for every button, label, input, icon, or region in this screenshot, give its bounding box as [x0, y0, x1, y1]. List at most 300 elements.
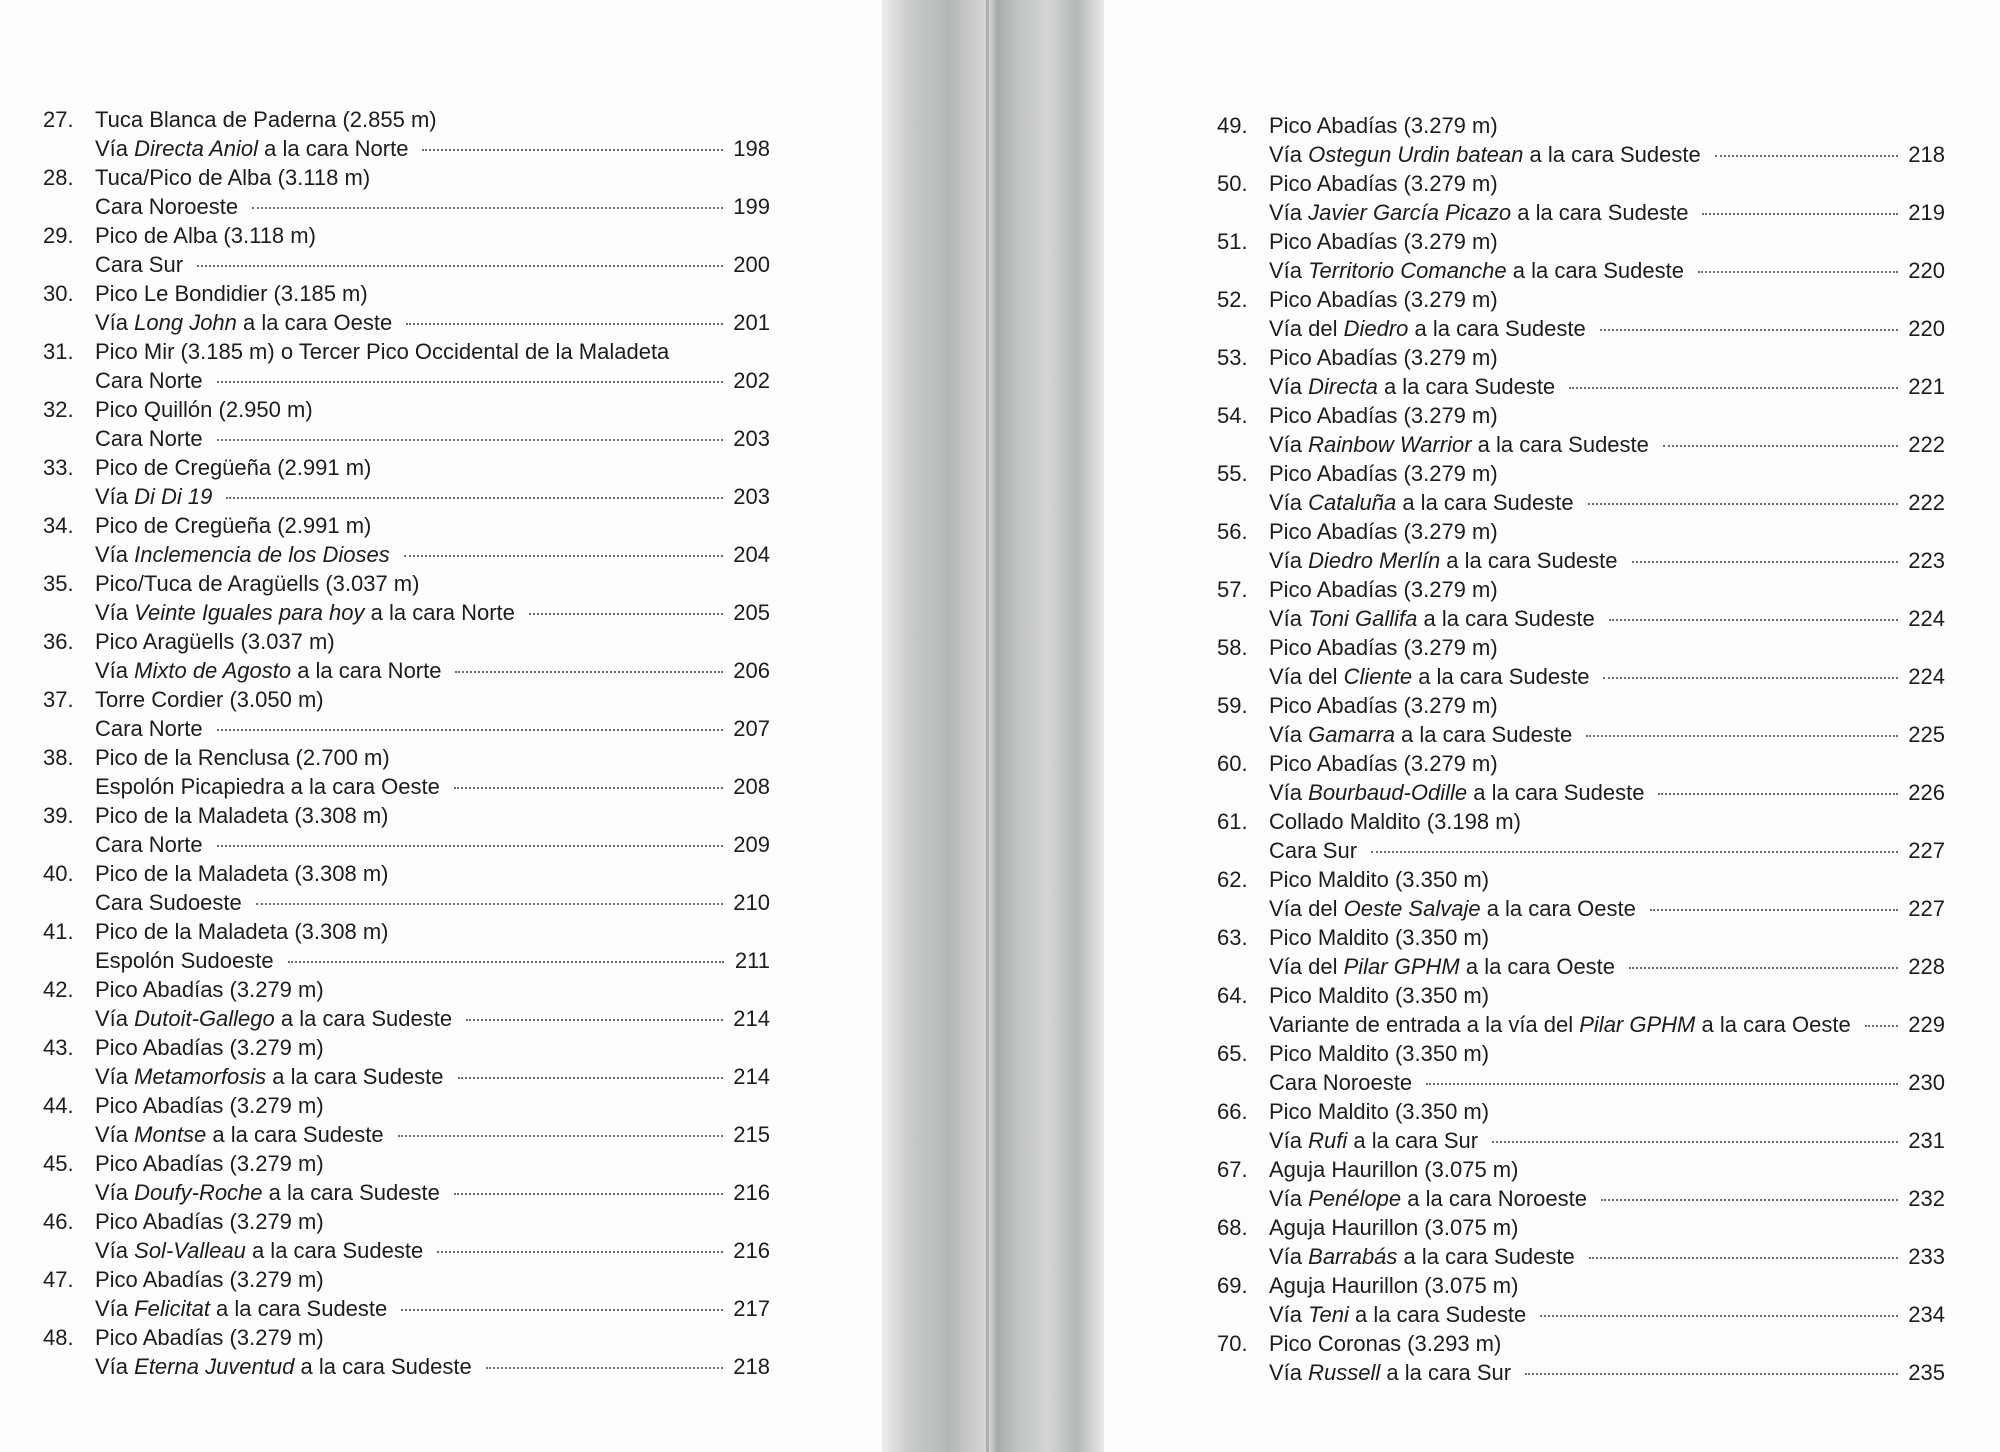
- route-name: Teni: [1308, 1302, 1349, 1327]
- entry-route: [95, 772, 440, 801]
- entry-number: 45.: [43, 1151, 74, 1176]
- entry-title: Pico Abadías (3.279 m): [95, 1267, 324, 1292]
- route-text: Vía: [95, 310, 135, 335]
- dot-leader: [1865, 1025, 1899, 1027]
- entry-route: [1269, 952, 1615, 981]
- dot-leader: [454, 1193, 723, 1195]
- page-number: 218: [733, 1354, 770, 1379]
- toc-entry-route-line: [1217, 1300, 1945, 1329]
- page-number: 209: [733, 832, 770, 857]
- route-name: Ostegun Urdin batean: [1308, 142, 1524, 167]
- page-number: 234: [1908, 1302, 1945, 1327]
- entry-route: [95, 540, 390, 569]
- toc-entry-title-line: [1217, 691, 1945, 720]
- entry-title: Pico Abadías (3.279 m): [1269, 113, 1498, 138]
- route-text: Vía: [1269, 258, 1309, 283]
- entry-route: [95, 1236, 423, 1265]
- dot-leader: [486, 1367, 724, 1369]
- toc-entry-route-line: [43, 1352, 770, 1381]
- page-number: 211: [734, 948, 770, 973]
- route-name: Doufy-Roche: [134, 1180, 263, 1205]
- entry-route: [95, 656, 441, 685]
- toc-entry: [43, 337, 770, 395]
- dot-leader: [1589, 1257, 1899, 1259]
- toc-entry-route-line: [1217, 198, 1945, 227]
- route-text: Vía: [1269, 1302, 1309, 1327]
- toc-entry-title-line: [43, 975, 770, 1004]
- entry-route: [1269, 662, 1589, 691]
- toc-entry-route-line: [1217, 140, 1945, 169]
- toc-entry-title-line: [43, 279, 770, 308]
- route-name: Oeste Salvaje: [1343, 896, 1481, 921]
- entry-title: Pico Maldito (3.350 m): [1269, 925, 1490, 950]
- toc-entry-title-line: [1217, 111, 1945, 140]
- toc-entry-route-line: [1217, 372, 1945, 401]
- entry-title: Pico Abadías (3.279 m): [1269, 461, 1498, 486]
- left-page: [0, 0, 882, 1452]
- page-number: 221: [1908, 374, 1945, 399]
- toc-entry-route-line: [43, 134, 770, 163]
- toc-entry-title-line: [1217, 459, 1945, 488]
- toc-entry-route-line: [1217, 778, 1945, 807]
- route-name: Mixto de Agosto: [134, 658, 292, 683]
- dot-leader: [217, 381, 724, 383]
- route-name: Rufi: [1308, 1128, 1348, 1153]
- dot-leader: [1715, 155, 1899, 157]
- entry-route: [1269, 1358, 1511, 1387]
- toc-entry-route-line: [43, 482, 770, 511]
- route-face: a la cara Sudeste: [266, 1064, 444, 1089]
- entry-number: 42.: [43, 977, 74, 1002]
- entry-title: Pico Aragüells (3.037 m): [95, 629, 335, 654]
- route-text: Vía: [1269, 606, 1309, 631]
- toc-entry: [43, 1149, 770, 1207]
- route-face: a la cara Sudeste: [1523, 142, 1701, 167]
- route-face: a la cara Sudeste: [1397, 1244, 1575, 1269]
- toc-entry: [43, 163, 770, 221]
- route-name: Veinte Iguales para hoy: [134, 600, 365, 625]
- entry-title: Pico de Cregüeña (2.991 m): [95, 455, 372, 480]
- entry-title: Pico de la Maladeta (3.308 m): [95, 803, 389, 828]
- toc-entry: [43, 395, 770, 453]
- toc-entry-title-line: [43, 743, 770, 772]
- entry-title: Pico Maldito (3.350 m): [1269, 983, 1490, 1008]
- toc-entry-route-line: [1217, 894, 1945, 923]
- dot-leader: [454, 787, 723, 789]
- route-text: Cara Noroeste: [95, 194, 239, 219]
- page-number: 226: [1908, 780, 1945, 805]
- entry-title: Aguja Haurillon (3.075 m): [1269, 1157, 1519, 1182]
- dot-leader: [437, 1251, 723, 1253]
- dot-leader: [1603, 677, 1898, 679]
- entry-title: Pico/Tuca de Aragüells (3.037 m): [95, 571, 420, 596]
- toc-entry: [43, 743, 770, 801]
- entry-route: [95, 1294, 387, 1323]
- toc-entry-route-line: [1217, 1068, 1945, 1097]
- dot-leader: [217, 729, 724, 731]
- entry-title: Pico Maldito (3.350 m): [1269, 867, 1490, 892]
- route-text: Vía del: [1269, 664, 1344, 689]
- toc-entry: [43, 975, 770, 1033]
- entry-route: [1269, 1242, 1575, 1271]
- page-number: 228: [1908, 954, 1945, 979]
- toc-entry-title-line: [43, 917, 770, 946]
- entry-number: 53.: [1217, 345, 1248, 370]
- entry-number: 57.: [1217, 577, 1248, 602]
- page-number: 231: [1908, 1128, 1945, 1153]
- toc-entry-route-line: [1217, 720, 1945, 749]
- dot-leader: [466, 1019, 723, 1021]
- route-name: Barrabás: [1308, 1244, 1398, 1269]
- route-face: a la cara Sur: [1347, 1128, 1479, 1153]
- entry-title: Pico de Cregüeña (2.991 m): [95, 513, 372, 538]
- page-number: 222: [1908, 490, 1945, 515]
- entry-title: Torre Cordier (3.050 m): [95, 687, 324, 712]
- route-face: a la cara Sudeste: [206, 1122, 384, 1147]
- entry-number: 28.: [43, 165, 74, 190]
- toc-entry-route-line: [43, 1120, 770, 1149]
- toc-entry: [1217, 807, 1945, 865]
- route-face: a la cara Oeste: [1480, 896, 1636, 921]
- entry-number: 68.: [1217, 1215, 1248, 1240]
- entry-title: Pico Abadías (3.279 m): [1269, 635, 1498, 660]
- toc-entry-route-line: [43, 366, 770, 395]
- route-text: Vía: [1269, 374, 1309, 399]
- dot-leader: [404, 555, 724, 557]
- route-name: Metamorfosis: [134, 1064, 267, 1089]
- route-text: Cara Noroeste: [1269, 1070, 1413, 1095]
- entry-number: 66.: [1217, 1099, 1248, 1124]
- entry-route: [95, 308, 392, 337]
- entry-title: Pico de la Maladeta (3.308 m): [95, 919, 389, 944]
- toc-entry-title-line: [43, 105, 770, 134]
- route-face: a la cara Sudeste: [1348, 1302, 1527, 1327]
- toc-entry: [43, 279, 770, 337]
- route-text: Vía: [1269, 490, 1309, 515]
- entry-number: 51.: [1217, 229, 1248, 254]
- toc-entry-title-line: [1217, 923, 1945, 952]
- toc-entry-route-line: [43, 1294, 770, 1323]
- entry-title: Pico Le Bondidier (3.185 m): [95, 281, 368, 306]
- toc-entry-title-line: [1217, 1097, 1945, 1126]
- route-name: Sol-Valleau: [134, 1238, 246, 1263]
- dot-leader: [1629, 967, 1898, 969]
- toc-entry: [1217, 633, 1945, 691]
- page-number: 201: [733, 310, 770, 335]
- toc-entry: [43, 917, 770, 975]
- route-text: Vía: [95, 542, 135, 567]
- route-face: a la cara Norte: [364, 600, 515, 625]
- route-face: a la cara Sudeste: [1511, 200, 1689, 225]
- toc-entry-title-line: [1217, 1155, 1945, 1184]
- entry-title: Pico de la Maladeta (3.308 m): [95, 861, 389, 886]
- entry-route: [1269, 430, 1649, 459]
- route-text: Variante de entrada a la vía del: [1269, 1012, 1580, 1037]
- entry-route: [95, 888, 242, 917]
- dot-leader: [455, 671, 723, 673]
- toc-entry: [1217, 401, 1945, 459]
- page-number: 210: [733, 890, 770, 915]
- route-text: Cara Norte: [95, 832, 203, 857]
- page-number: 206: [733, 658, 770, 683]
- toc-entry: [1217, 1097, 1945, 1155]
- route-text: Vía: [1269, 200, 1309, 225]
- route-face: a la cara Sudeste: [1377, 374, 1556, 399]
- entry-route: [1269, 720, 1572, 749]
- entry-route: [95, 598, 515, 627]
- toc-entry: [43, 859, 770, 917]
- route-name: Gamarra: [1308, 722, 1395, 747]
- toc-entry-route-line: [43, 308, 770, 337]
- route-face: a la cara Sudeste: [262, 1180, 440, 1205]
- route-text: Vía: [95, 1180, 135, 1205]
- entry-title: Pico Abadías (3.279 m): [1269, 287, 1498, 312]
- route-name: Di Di 19: [134, 484, 213, 509]
- route-name: Montse: [134, 1122, 207, 1147]
- entry-route: [1269, 894, 1636, 923]
- dot-leader: [398, 1135, 724, 1137]
- toc-entry-title-line: [43, 1265, 770, 1294]
- entry-number: 70.: [1217, 1331, 1248, 1356]
- toc-entry-title-line: [43, 337, 770, 366]
- entry-route: [95, 424, 203, 453]
- route-text: Vía: [95, 1354, 135, 1379]
- route-name: Bourbaud-Odille: [1308, 780, 1468, 805]
- page-number: 217: [733, 1296, 770, 1321]
- entry-number: 35.: [43, 571, 74, 596]
- page-number: 214: [733, 1006, 770, 1031]
- toc-entry: [1217, 749, 1945, 807]
- dot-leader: [256, 903, 724, 905]
- route-text: Vía del: [1269, 954, 1344, 979]
- entry-number: 38.: [43, 745, 74, 770]
- route-face: a la cara Oeste: [1695, 1012, 1851, 1037]
- toc-entry: [1217, 285, 1945, 343]
- entry-number: 54.: [1217, 403, 1248, 428]
- toc-entry-title-line: [1217, 1271, 1945, 1300]
- entry-title: Pico Abadías (3.279 m): [1269, 345, 1498, 370]
- dot-leader: [226, 497, 723, 499]
- entry-number: 37.: [43, 687, 74, 712]
- entry-route: [95, 1352, 472, 1381]
- route-name: Rainbow Warrior: [1308, 432, 1472, 457]
- toc-entry-route-line: [43, 656, 770, 685]
- dot-leader: [1371, 851, 1898, 853]
- toc-entry-route-line: [1217, 488, 1945, 517]
- route-text: Vía: [95, 484, 135, 509]
- dot-leader: [529, 613, 723, 615]
- entry-title: Pico Coronas (3.293 m): [1269, 1331, 1502, 1356]
- route-text: Vía: [95, 1238, 135, 1263]
- entry-route: [1269, 1184, 1587, 1213]
- toc-entry-title-line: [43, 1323, 770, 1352]
- dot-leader: [1601, 1199, 1898, 1201]
- route-name: Inclemencia de los Dioses: [134, 542, 390, 567]
- route-face: a la cara Sudeste: [294, 1354, 472, 1379]
- page-number: 227: [1908, 896, 1945, 921]
- route-face: a la cara Oeste: [1459, 954, 1616, 979]
- toc-entry: [1217, 111, 1945, 169]
- page-number: 205: [733, 600, 770, 625]
- route-text: Vía: [1269, 1128, 1309, 1153]
- page-number: 224: [1908, 606, 1945, 631]
- entry-number: 64.: [1217, 983, 1248, 1008]
- entry-title: Pico Mir (3.185 m) o Tercer Pico Occidental de la Maladeta: [95, 339, 670, 364]
- route-text: Espolón Sudoeste: [95, 948, 274, 973]
- toc-entry-route-line: [43, 772, 770, 801]
- route-face: a la cara Sudeste: [1471, 432, 1649, 457]
- route-text: Vía: [1269, 780, 1309, 805]
- page-number: 215: [733, 1122, 770, 1147]
- route-name: Directa: [1308, 374, 1378, 399]
- toc-entry-title-line: [43, 801, 770, 830]
- route-face: a la cara Sur: [1380, 1360, 1512, 1385]
- route-text: Vía: [1269, 432, 1309, 457]
- route-face: a la cara Noroeste: [1401, 1186, 1587, 1211]
- toc-entry-title-line: [43, 163, 770, 192]
- dot-leader: [422, 149, 723, 151]
- route-name: Felicitat: [134, 1296, 210, 1321]
- route-text: Vía: [95, 658, 135, 683]
- entry-number: 50.: [1217, 171, 1248, 196]
- route-face: a la cara Sudeste: [1396, 490, 1574, 515]
- route-name: Pilar GPHM: [1343, 954, 1460, 979]
- dot-leader: [1658, 793, 1898, 795]
- toc-entry: [43, 569, 770, 627]
- toc-entry-title-line: [1217, 865, 1945, 894]
- toc-entry-title-line: [1217, 1329, 1945, 1358]
- toc-entry: [1217, 1213, 1945, 1271]
- route-face: a la cara Norte: [291, 658, 442, 683]
- dot-leader: [1600, 329, 1899, 331]
- route-text: Cara Norte: [95, 368, 203, 393]
- page-number: 227: [1908, 838, 1945, 863]
- route-face: a la cara Sudeste: [1506, 258, 1684, 283]
- route-text: Cara Sur: [1269, 838, 1358, 863]
- route-name: Territorio Comanche: [1308, 258, 1507, 283]
- entry-route: [95, 250, 183, 279]
- entry-number: 48.: [43, 1325, 74, 1350]
- dot-leader: [217, 439, 724, 441]
- page-number: 214: [733, 1064, 770, 1089]
- toc-entry: [43, 1033, 770, 1091]
- route-face: a la cara Sudeste: [1467, 780, 1645, 805]
- entry-route: [1269, 546, 1618, 575]
- toc-entry: [43, 221, 770, 279]
- entry-number: 34.: [43, 513, 74, 538]
- entry-title: Pico Abadías (3.279 m): [95, 977, 324, 1002]
- entry-number: 29.: [43, 223, 74, 248]
- entry-title: Pico Abadías (3.279 m): [1269, 519, 1498, 544]
- entry-number: 60.: [1217, 751, 1248, 776]
- route-name: Russell: [1308, 1360, 1381, 1385]
- toc-entry: [1217, 981, 1945, 1039]
- toc-entry: [43, 453, 770, 511]
- entry-route: [1269, 198, 1688, 227]
- dot-leader: [1609, 619, 1899, 621]
- entry-number: 30.: [43, 281, 74, 306]
- dot-leader: [1702, 213, 1898, 215]
- toc-entry-title-line: [1217, 633, 1945, 662]
- toc-entry-route-line: [43, 888, 770, 917]
- route-face: a la cara Oeste: [236, 310, 393, 335]
- toc-entry-route-line: [1217, 836, 1945, 865]
- toc-entry-route-line: [43, 1004, 770, 1033]
- route-name: Penélope: [1308, 1186, 1402, 1211]
- dot-leader: [1663, 445, 1898, 447]
- dot-leader: [1540, 1315, 1898, 1317]
- toc-entry-title-line: [1217, 517, 1945, 546]
- entry-title: Tuca Blanca de Paderna (2.855 m): [95, 107, 437, 132]
- route-name: Directa Aniol: [134, 136, 259, 161]
- entry-title: Pico Abadías (3.279 m): [1269, 577, 1498, 602]
- page-number: 223: [1908, 548, 1945, 573]
- toc-entry: [43, 1323, 770, 1381]
- entry-route: [1269, 1126, 1478, 1155]
- page-number: 220: [1908, 258, 1945, 283]
- entry-number: 39.: [43, 803, 74, 828]
- toc-entry: [1217, 169, 1945, 227]
- route-name: Eterna Juventud: [134, 1354, 295, 1379]
- page-number: 220: [1908, 316, 1945, 341]
- page-number: 216: [733, 1238, 770, 1263]
- entry-number: 67.: [1217, 1157, 1248, 1182]
- toc-entry-route-line: [43, 424, 770, 453]
- route-face: a la cara Sudeste: [1412, 664, 1590, 689]
- toc-entry-route-line: [1217, 1126, 1945, 1155]
- toc-entry-title-line: [43, 685, 770, 714]
- toc-entry: [1217, 1039, 1945, 1097]
- toc-entry-title-line: [43, 627, 770, 656]
- route-name: Diedro Merlín: [1308, 548, 1441, 573]
- entry-title: Pico Abadías (3.279 m): [95, 1035, 324, 1060]
- entry-title: Pico Abadías (3.279 m): [1269, 403, 1498, 428]
- toc-entry-route-line: [43, 1236, 770, 1265]
- toc-entry-route-line: [43, 946, 770, 975]
- toc-entry-title-line: [43, 859, 770, 888]
- entry-number: 58.: [1217, 635, 1248, 660]
- route-text: Vía: [1269, 142, 1309, 167]
- toc-entry: [43, 627, 770, 685]
- entry-number: 40.: [43, 861, 74, 886]
- route-name: Javier García Picazo: [1308, 200, 1512, 225]
- page-number: 202: [733, 368, 770, 393]
- entry-number: 43.: [43, 1035, 74, 1060]
- dot-leader: [1650, 909, 1898, 911]
- route-text: Espolón Picapiedra a la cara Oeste: [95, 774, 440, 799]
- route-text: Cara Sudoeste: [95, 890, 242, 915]
- entry-route: [95, 946, 274, 975]
- toc-entry: [1217, 343, 1945, 401]
- entry-route: [1269, 604, 1595, 633]
- route-name: Toni Gallifa: [1308, 606, 1418, 631]
- entry-route: [95, 1178, 440, 1207]
- entry-route: [95, 482, 212, 511]
- page-number: 204: [733, 542, 770, 567]
- entry-route: [1269, 836, 1357, 865]
- dot-leader: [1426, 1083, 1898, 1085]
- route-name: Pilar GPHM: [1579, 1012, 1696, 1037]
- route-text: Cara Norte: [95, 716, 203, 741]
- toc-entry: [1217, 459, 1945, 517]
- page-number: 216: [733, 1180, 770, 1205]
- toc-entry-title-line: [43, 511, 770, 540]
- toc-entry-route-line: [43, 250, 770, 279]
- route-face: a la cara Sudeste: [1417, 606, 1595, 631]
- entry-number: 63.: [1217, 925, 1248, 950]
- route-text: Vía: [1269, 1360, 1309, 1385]
- toc-entry: [1217, 923, 1945, 981]
